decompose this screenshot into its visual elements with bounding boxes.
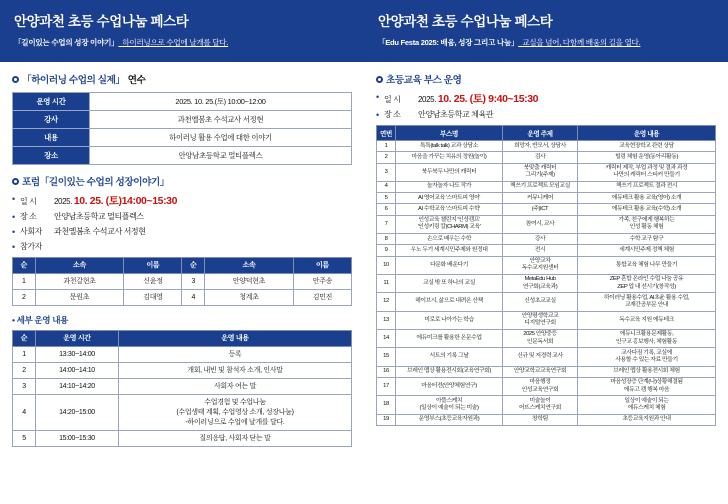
- right-banner-subtitle-rest: _교실을 넘어, 다함께 배움의 길을 열다.: [518, 38, 641, 47]
- row-index: 11: [377, 274, 396, 292]
- table-cell: 인성교육 챌린지 '인성캠프' '인성키링 칼(CHARM) 교육': [396, 215, 503, 233]
- forum-bullet-list: [12, 194, 352, 253]
- table-cell: 참여시, 교사: [503, 215, 578, 233]
- left-section2-title: [12, 174, 352, 188]
- list-item-label: 장 소: [20, 212, 37, 222]
- list-item: [12, 242, 352, 253]
- row-index: 14: [377, 329, 396, 347]
- left-banner-subtitle: [14, 38, 350, 48]
- row-header: 강사: [13, 111, 90, 129]
- table-cell: 질의응답, 사회자 닫는 말: [119, 430, 352, 446]
- table-cell: 캐릭터 제작, 부업 과정 및 결과 과정 나만의 캐릭터 스티커 만들기: [578, 163, 716, 181]
- row-value: 하이러닝 활용 수업에 대한 이야기: [90, 129, 352, 147]
- table-cell: 3: [182, 273, 205, 289]
- booth-table: [376, 125, 716, 426]
- table-cell: 교실 밖 또 하나의 교실: [396, 274, 503, 292]
- table-cell: 등록: [119, 346, 352, 362]
- table-cell: 톡톡(talk talk) 교과 상담소: [396, 140, 503, 151]
- table-cell: 4: [13, 394, 36, 430]
- table-cell: 사회자 여는 말: [119, 378, 352, 394]
- column-header: 이름: [293, 257, 351, 273]
- row-index: 15: [377, 348, 396, 366]
- table-cell: ZEP 혼합 온라인 수업 나눔 공유 ZEP 업 내 선시기(창작성): [578, 274, 716, 292]
- column-header: 연번: [377, 125, 396, 140]
- table-cell: 하이러닝 활용수업, AI초윤 활용 수업, 교재간공부문 안내: [578, 293, 716, 311]
- table-row: [13, 289, 352, 305]
- table-cell: 커뮤니케어: [503, 193, 578, 204]
- row-index: 10: [377, 256, 396, 274]
- table-cell: 에듀테크 활용 교육(수학) 소개: [578, 204, 716, 215]
- row-index: 6: [377, 204, 396, 215]
- table-cell: 통합교육 체험 나무 만들기: [578, 256, 716, 274]
- row-header: 운영 시간: [13, 93, 90, 111]
- list-item: [12, 212, 352, 223]
- list-item-label: 참가자: [20, 241, 42, 251]
- table-row: [377, 366, 716, 377]
- table-cell: 14:10~14:20: [36, 378, 119, 394]
- table-cell: 마음성장증 단계(나)상황해결됨 에듀고 캠 행복 마음: [578, 377, 716, 395]
- table-row: [377, 414, 716, 425]
- list-item-text: 안양남초등학교 체육관: [418, 110, 494, 120]
- right-banner-title: 안양과천 초등 수업나눔 페스타: [378, 14, 553, 29]
- table-cell: 13:30~14:00: [36, 346, 119, 362]
- table-row: [13, 273, 352, 289]
- right-section-title: [376, 72, 716, 86]
- table-cell: AI 영어교육 '스마트피 영어': [396, 193, 503, 204]
- row-header: 장소: [13, 147, 90, 165]
- table-cell: 책쓰기 프로젝트 결과 전시: [578, 181, 716, 192]
- table-row: [377, 233, 716, 244]
- list-item: [12, 227, 352, 238]
- table-row: [377, 377, 716, 395]
- table-cell: 안양평생학교교 디지털연구회: [503, 311, 578, 329]
- left-section3-title: • 세부 운영 내용: [12, 314, 68, 325]
- row-index: 18: [377, 396, 396, 414]
- table-cell: 창학팀: [503, 414, 578, 425]
- table-row: [13, 346, 352, 362]
- bullet-circle-icon: [376, 76, 383, 83]
- row-value: 과천옐봄초 수석교사 서정현: [90, 111, 352, 129]
- table-row: [377, 396, 716, 414]
- table-row: [377, 245, 716, 256]
- table-cell: 수학 교구 탐구: [578, 233, 716, 244]
- table-cell: 안양교차 독수교지원센터: [503, 256, 578, 274]
- table-cell: AI 수학교육 '스마트피 수학': [396, 204, 503, 215]
- column-header: 운영 시간: [36, 330, 119, 346]
- row-index: 5: [377, 193, 396, 204]
- column-header: 소속: [35, 257, 124, 273]
- table-cell: 2: [13, 362, 36, 378]
- list-item-label: 일 시: [384, 95, 401, 104]
- table-cell: 4: [182, 289, 205, 305]
- column-header: 순: [13, 257, 36, 273]
- table-cell: 안양교학교교육연구회: [503, 366, 578, 377]
- table-cell: 북맞춤 캐릭터 그리기(주제): [503, 163, 578, 181]
- list-item-text: 2025.: [418, 95, 438, 104]
- row-index: 7: [377, 215, 396, 233]
- table-cell: 일상이 예술이 되는 에듀스케치 체험: [578, 396, 716, 414]
- left-banner: [0, 0, 364, 62]
- left-section1-title-quote: 「하이러닝 수업의 실제」: [22, 75, 125, 86]
- table-cell: 희망자, 반모서, 상담사: [503, 140, 578, 151]
- right-banner: [364, 0, 728, 62]
- table-cell: 검사: [503, 152, 578, 163]
- table-row: [13, 394, 352, 430]
- table-cell: 개회, 내빈 및 참석자 소개, 인사말: [119, 362, 352, 378]
- left-banner-title: 안양과천 초등 수업나눔 페스타: [14, 14, 189, 29]
- bullet-circle-icon: [12, 76, 19, 83]
- table-cell: 미술놀이 어뜨스케치연구회: [503, 396, 578, 414]
- list-item: [376, 92, 716, 106]
- row-index: 8: [377, 233, 396, 244]
- table-row: [377, 311, 716, 329]
- table-cell: 에듀테크 활용 교육(영어) 소개: [578, 193, 716, 204]
- left-banner-subtitle-rest: _하이러닝으로 수업에 날개를 달다.: [118, 38, 229, 47]
- table-cell: 2: [13, 289, 36, 305]
- table-row: [377, 274, 716, 292]
- bullet-circle-icon: [12, 178, 19, 185]
- table-row: [13, 147, 352, 165]
- list-item: [12, 194, 352, 208]
- table-cell: 2025 안양중등 인문독서회: [503, 329, 578, 347]
- participants-table: [12, 257, 352, 306]
- column-header: 운영 내용: [578, 125, 716, 140]
- table-cell: 마음터전(안양체험연구): [396, 377, 503, 395]
- table-cell: 다문화 배운다기: [396, 256, 503, 274]
- table-cell: 책쓰기 프로젝트 모임교실: [503, 181, 578, 192]
- table-cell: 14:20~15:00: [36, 394, 119, 430]
- table-cell: 강사: [503, 233, 578, 244]
- table-row: [377, 193, 716, 204]
- right-banner-subtitle-quote: 「Edu Festa 2025: 배움, 성장 그리고 나눔」: [378, 38, 519, 47]
- right-banner-subtitle: [378, 38, 714, 48]
- table-row: [13, 129, 352, 147]
- table-row: [13, 93, 352, 111]
- column-header: 운영 주제: [503, 125, 578, 140]
- table-cell: 김민진: [293, 289, 351, 305]
- table-row: [377, 215, 716, 233]
- table-cell: 우노 두기 세계시민주제와 원정대: [396, 245, 503, 256]
- table-row: [377, 256, 716, 274]
- list-item: [376, 110, 716, 121]
- table-row: [377, 140, 716, 151]
- row-value: 2025. 10. 25.(토) 10:00~12:00: [90, 93, 352, 111]
- table-cell: 북두북두 나만의 캐릭터: [396, 163, 503, 181]
- column-header: 순: [182, 257, 205, 273]
- table-cell: 헤이브시, 삶으로 내려온 산책: [396, 293, 503, 311]
- list-item-label: 장 소: [384, 110, 401, 120]
- table-cell: 신성초교교실: [503, 293, 578, 311]
- table-cell: 독수교육 지원 에듀테크: [578, 311, 716, 329]
- column-header: 이름: [124, 257, 182, 273]
- table-cell: 운영부스(초등교육자원과): [396, 414, 503, 425]
- table-row: [377, 293, 716, 311]
- column-header: 소속: [205, 257, 294, 273]
- table-cell: 김대영: [124, 289, 182, 305]
- table-row: [377, 152, 716, 163]
- program-table: [12, 330, 352, 447]
- table-row: [377, 204, 716, 215]
- table-row: [377, 163, 716, 181]
- table-cell: 놀자놀자 나도 작가: [396, 181, 503, 192]
- table-header-row: [377, 125, 716, 140]
- left-banner-subtitle-quote: 「길이있는 수업의 성장 이야기」: [14, 38, 119, 47]
- booth-bullet-list: [376, 92, 716, 121]
- row-header: 내용: [13, 129, 90, 147]
- table-cell: MetaEdu Hub 연구회(교육과): [503, 274, 578, 292]
- left-section1-title: [12, 72, 352, 86]
- table-header-row: [13, 330, 352, 346]
- row-index: 12: [377, 293, 396, 311]
- table-cell: 브레인 맵상 활용전시회(교육연구회): [396, 366, 503, 377]
- row-index: 4: [377, 181, 396, 192]
- column-header: 운영 내용: [119, 330, 352, 346]
- table-cell: 수업경험 및 수업나눔 (수업생태 계획, 수업영상 소개, 성장나눔) -하이러닝으로 수업에 날개를 달다.: [119, 394, 352, 430]
- table-cell: 신규 및 저경력 교사: [503, 348, 578, 366]
- table-cell: 14:00~14:10: [36, 362, 119, 378]
- table-cell: 아뜰스케치 (일상이 예술이 되는 미술): [396, 396, 503, 414]
- table-cell: 마음을 가꾸는 치유의 정원(놀이): [396, 152, 503, 163]
- table-cell: 교사다짐 기록, 교실에 사용할 수 있는 자료 만들기: [578, 348, 716, 366]
- table-cell: 가족, 친구에게 행복하는 인성 활동 체험: [578, 215, 716, 233]
- table-cell: 문원초: [35, 289, 124, 305]
- table-cell: 전시: [503, 245, 578, 256]
- list-item-label: 일 시: [20, 197, 37, 206]
- table-row: [377, 181, 716, 192]
- row-index: 16: [377, 366, 396, 377]
- table-cell: 손으로 배우는 수학: [396, 233, 503, 244]
- row-index: 3: [377, 163, 396, 181]
- list-item-text: 2025.: [54, 197, 74, 206]
- table-cell: 힐링 체험 운영(동아리활동): [578, 152, 716, 163]
- left-section3-title-text: 세부 운영 내용: [16, 314, 68, 325]
- row-index: 17: [377, 377, 396, 395]
- list-item-highlight: 10. 25. (토)14:00~15:30: [73, 195, 178, 207]
- table-cell: 과천갈현초: [35, 273, 124, 289]
- table-cell: 세계시민주제 정책 체험: [578, 245, 716, 256]
- row-index: 2: [377, 152, 396, 163]
- table-row: [13, 362, 352, 378]
- left-section2-title-text: 포럼「길이있는 수업의 성장이야기」: [22, 177, 170, 188]
- table-row: [13, 378, 352, 394]
- row-index: 19: [377, 414, 396, 425]
- table-cell: 3: [13, 378, 36, 394]
- table-cell: 마음행정 인성교육연구회: [503, 377, 578, 395]
- list-item-text: 안양남초등학교 멀티플렉스: [54, 212, 144, 222]
- table-cell: 에듀미크를 활용한 온문수업: [396, 329, 503, 347]
- table-row: [13, 111, 352, 129]
- table-cell: 에듀니크활용문제활동, 인구교 홍보행사, 체험활동: [578, 329, 716, 347]
- table-cell: (주)ICT: [503, 204, 578, 215]
- list-item-highlight: 10. 25. (토) 9:40~15:30: [437, 93, 539, 105]
- table-cell: 서트의 기록 그날: [396, 348, 503, 366]
- table-row: [377, 348, 716, 366]
- table-row: [13, 430, 352, 446]
- table-cell: 미로로 나아가는 학습: [396, 311, 503, 329]
- table-cell: 안양덕현초: [205, 273, 294, 289]
- left-section1-title-rest: 연수: [127, 75, 146, 86]
- column-header: 부스명: [396, 125, 503, 140]
- table-cell: 5: [13, 430, 36, 446]
- column-header: 순: [13, 330, 36, 346]
- table-cell: 1: [13, 273, 36, 289]
- row-value: 안양남초등학교 멀티플렉스: [90, 147, 352, 165]
- right-section-title-text: 초등교육 부스 운영: [386, 75, 462, 86]
- table-cell: 교육현장학교 관련 상담: [578, 140, 716, 151]
- table-cell: 브레인 맵상 활용전시회 체험: [578, 366, 716, 377]
- table-header-row: [13, 257, 352, 273]
- right-body: [364, 62, 728, 504]
- table-row: [377, 329, 716, 347]
- row-index: 1: [377, 140, 396, 151]
- table-cell: 15:00~15:30: [36, 430, 119, 446]
- list-item-text: 과천옐봄초 수석교사 서정현: [54, 226, 146, 236]
- training-info-table: [12, 92, 352, 165]
- table-cell: 청계초: [205, 289, 294, 305]
- row-index: 9: [377, 245, 396, 256]
- table-cell: 안주송: [293, 273, 351, 289]
- table-cell: 1: [13, 346, 36, 362]
- table-cell: 초등교육지원과 안내: [578, 414, 716, 425]
- left-body: [0, 62, 364, 504]
- row-index: 13: [377, 311, 396, 329]
- right-column: [364, 0, 728, 504]
- list-item-label: 사회자: [20, 226, 42, 236]
- table-cell: 신윤정: [124, 273, 182, 289]
